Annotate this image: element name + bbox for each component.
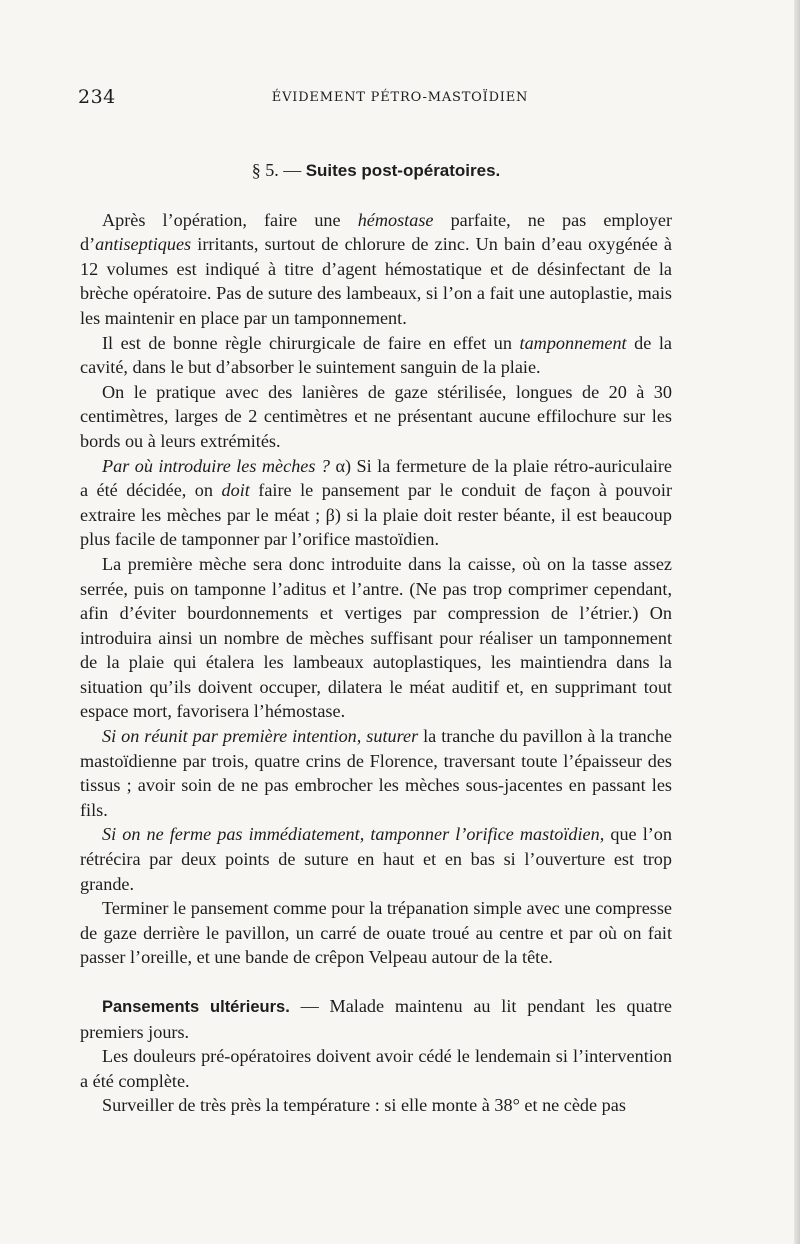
running-title: ÉVIDEMENT PÉTRO-MASTOÏDIEN (271, 90, 529, 105)
paragraph-10: Les douleurs pré-opératoires doivent avoir cédé le lendemain si l’intervention a été complète. (80, 1046, 672, 1091)
section-heading: Suites post-opératoires. (305, 161, 501, 180)
page-edge (794, 0, 800, 1244)
section-number: § 5. (251, 160, 279, 180)
page-header (0, 86, 800, 110)
body-text (80, 158, 672, 1118)
paragraph-4: Par où introduire les mèches ? α) Si la fermeture de la plaie rétro-auriculaire a été décidée, on doit faire le pansement par le conduit de façon à pouvoir extraire les mèches par le méat ; β) si la plaie doit rester béante, il est beaucoup plus facile de tamponner par l’orifice mastoïdien. (80, 455, 672, 550)
section-dash: — (283, 160, 302, 180)
paragraph-11: Surveiller de très près la température : si elle monte à 38° et ne cède pas (102, 1095, 626, 1116)
paragraph-8: Terminer le pansement comme pour la trépanation simple avec une compresse de gaze derrière le pavillon, un carré de ouate troué au centre et par où on fait passer l’oreille, et une bande de crêpon Velpeau autour de la tête. (80, 898, 672, 968)
paragraph-7: Si on ne ferme pas immédiatement, tamponner l’orifice mastoïdien, que l’on rétrécira par deux points de suture en haut et en bas si l’ouverture est trop grande. (80, 824, 672, 894)
paragraph-2: Il est de bonne règle chirurgicale de faire en effet un tamponnement de la cavité, dans le but d’absorber le suintement sanguin de la plaie. (80, 332, 672, 378)
paragraph-5: La première mèche sera donc introduite dans la caisse, où on la tasse assez serrée, puis on tamponne l’aditus et l’antre. (Ne pas trop comprimer cependant, afin d’éviter bourdonnements et vertiges par compression de l’étrier.) On introduira ainsi un nombre de mèches suffisant pour réaliser un tamponnement de la plaie qui étalera les lambeaux autoplastiques, les maintiendra dans la situation qu’ils doivent occuper, dilatera le méat auditif et, en supprimant tout espace mort, favorisera l’hémostase. (80, 553, 672, 722)
paragraph-9: Pansements ultérieurs. — Malade maintenu au lit pendant les quatre premiers jours. (80, 996, 672, 1042)
page-number: 234 (78, 86, 116, 108)
paragraph-3: On le pratique avec des lanières de gaze stérilisée, longues de 20 à 30 centimètres, larges de 2 centimètres et ne présentant aucune effilochure sur les bords ou à leurs extrémités. (80, 381, 672, 451)
paragraph-1: Après l’opération, faire une hémostase parfaite, ne pas employer d’antiseptiques irritants, surtout de chlorure de zinc. Un bain d’eau oxygénée à 12 volumes est indiqué à titre d’agent hémostatique et de désinfectant de la brèche opératoire. Pas de suture des lambeaux, si l’on a fait une autoplastie, mais les maintenir en place par un tamponnement. (80, 209, 672, 328)
section-title (80, 158, 672, 184)
paragraph-6: Si on réunit par première intention, suturer la tranche du pavillon à la tranche mastoïdienne par trois, quatre crins de Florence, traversant toute l’épaisseur des tissus ; avoir soin de ne pas embrocher les mèches sous-jacentes en passant les fils. (80, 726, 672, 820)
